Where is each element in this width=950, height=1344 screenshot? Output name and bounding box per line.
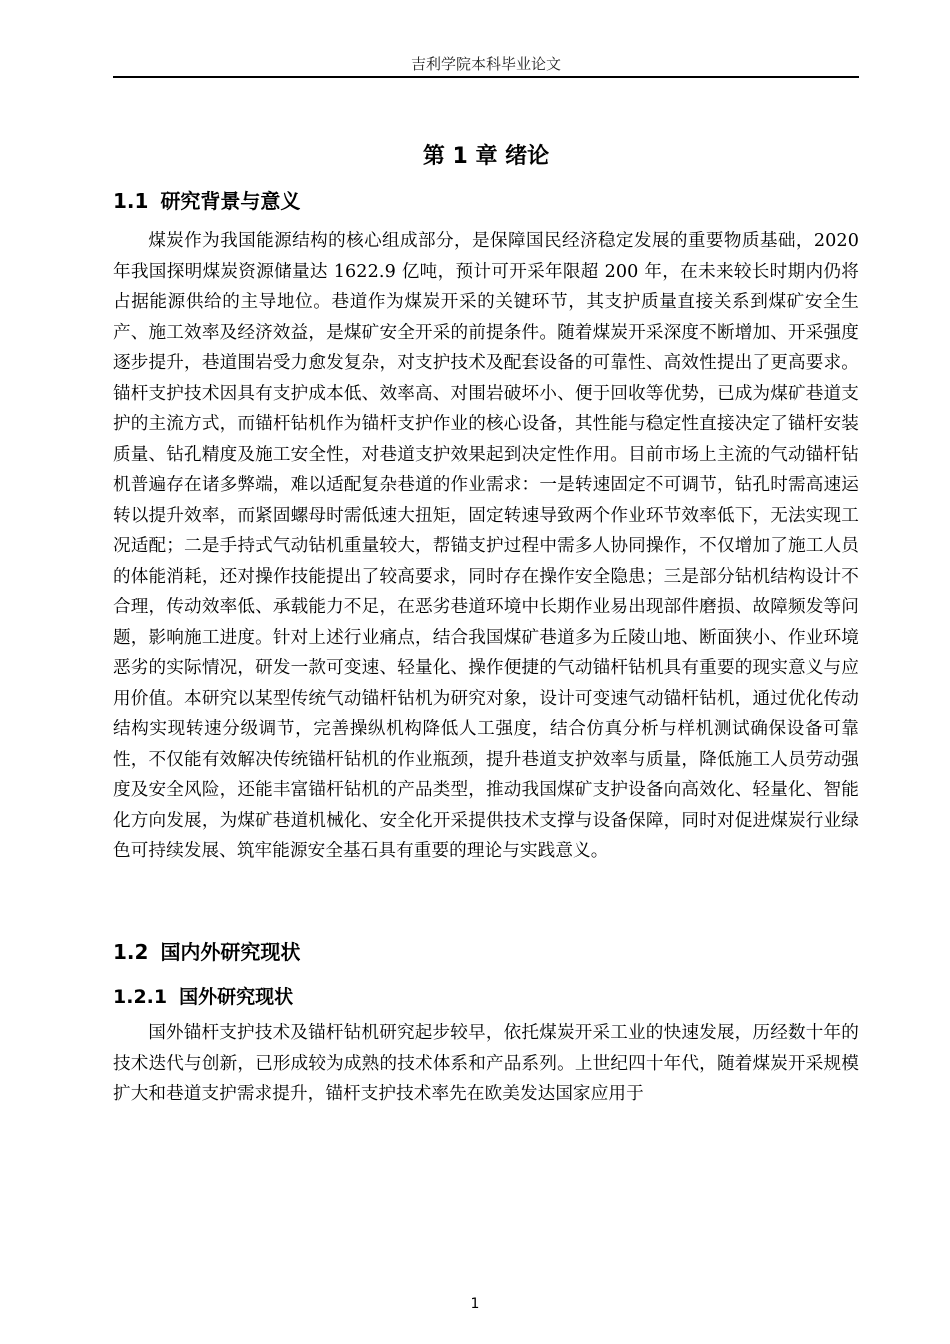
body-paragraph: 煤炭作为我国能源结构的核心组成部分，是保障国民经济稳定发展的重要物质基础，2020 年我国探明煤炭资源储量达 1622.9 亿吨，预计可开采年限超 200 年，在未来较长时期内仍将占据能源供给的主导地位。巷道作为煤炭开采的关键环节，其支护质量直接关系到煤矿安全生产、施工效率及经济效益，是煤矿安全开采的前提条件。随着煤炭开采深度不断增加、开采强度逐步提升，巷道围岩受力愈发复杂，对支护技术及配套设备的可靠性、高效性提出了更高要求。锚杆支护技术因具有支护成本低、效率高、对围岩破坏小、便于回收等优势，已成为煤矿巷道支护的主流方式，而锚杆钻机作为锚杆支护作业的核心设备，其性能与稳定性直接决定了锚杆安装质量、钻孔精度及施工安全性，对巷道支护效果起到决定性作用。目前市场上主流的气动锚杆钻机普遍存在诸多弊端，难以适配复杂巷道的作业需求：一是转速固定不可调节，钻孔时需高速运转以提升效率，而紧固螺母时需低速大扭矩，固定转速导致两个作业环节效率低下，无法实现工况适配；二是手持式气动钻机重量较大，帮锚支护过程中需多人协同操作，不仅增加了施工人员的体能消耗，还对操作技能提出了较高要求，同时存在操作安全隐患；三是部分钻机结构设计不合理，传动效率低、承载能力不足，在恶劣巷道环境中长期作业易出现部件磨损、故障频发等问题，影响施工进度。针对上述行业痛点，结合我国煤矿巷道多为丘陵山地、断面狭小、作业环境恶劣的实际情况，研发一款可变速、轻量化、操作便捷的气动锚杆钻机具有重要的现实意义与应用价值。本研究以某型传统气动锚杆钻机为研究对象，设计可变速气动锚杆钻机，通过优化传动结构实现转速分级调节，完善操纵机构降低人工强度，结合仿真分析与样机测试确保设备可靠性，不仅能有效解决传统锚杆钻机的作业瓶颈，提升巷道支护效率与质量，降低施工人员劳动强度及安全风险，还能丰富锚杆钻机的产品类型，推动我国煤矿支护设备向高效化、轻量化、智能化方向发展，为煤矿巷道机械化、安全化开采提供技术支撑与设备保障，同时对促进煤炭行业绿色可持续发展、筑牢能源安全基石具有重要的理论与实践意义。: [113, 231, 859, 861]
subsection-heading-1-2-1: [113, 983, 293, 1011]
section-number: 1.2: [113, 940, 149, 964]
section-number: 1.1: [113, 189, 149, 213]
page-number: 1: [470, 1296, 480, 1312]
chapter-title: 第 1 章 绪论: [422, 144, 550, 169]
section-title: 研究背景与意义: [160, 189, 301, 213]
section-title: 国内外研究现状: [160, 940, 301, 964]
section-heading-1-1: [113, 186, 300, 216]
section-heading-1-2: [113, 937, 300, 967]
running-header: 吉利学院本科毕业论文: [410, 55, 561, 73]
body-paragraph: 国外锚杆支护技术及锚杆钻机研究起步较早，依托煤炭开采工业的快速发展，历经数十年的技术迭代与创新，已形成较为成熟的技术体系和产品系列。上世纪四十年代，随着煤炭开采规模扩大和巷道支护需求提升，锚杆支护技术率先在欧美发达国家应用于: [113, 1023, 859, 1104]
subsection-number: 1.2.1: [113, 986, 168, 1008]
subsection-title: 国外研究现状: [179, 986, 294, 1008]
header-rule: [113, 76, 859, 78]
